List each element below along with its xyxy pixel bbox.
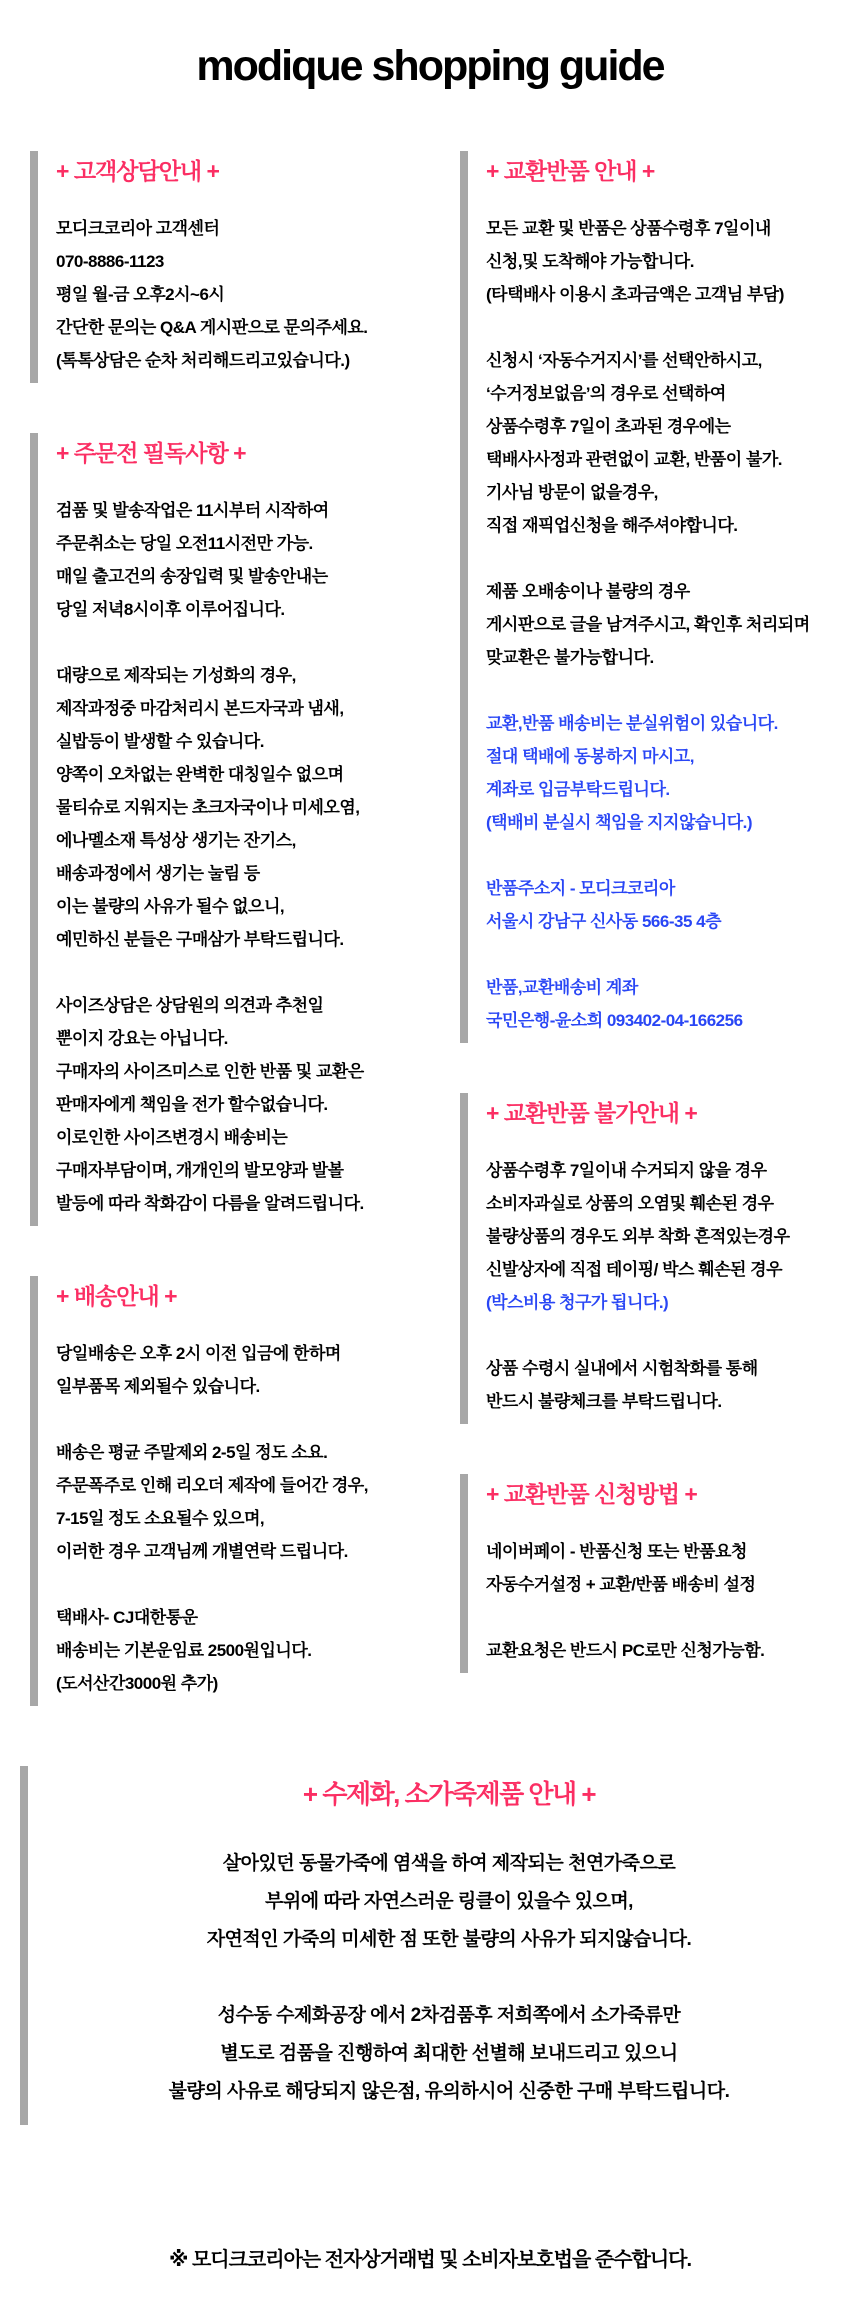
section-header-exchange-return-procedure: + 교환반품 신청방법 + [486, 1481, 697, 1507]
section-handmade-leather-notice [20, 1766, 852, 2125]
text-line: 당일 저녁8시이후 이루어집니다. [56, 600, 285, 619]
section-body-exchange-return-info [486, 212, 852, 1037]
text-line: 실밥등이 발생할 수 있습니다. [56, 732, 264, 751]
text-line: 소비자과실로 상품의 오염및 훼손된 경우 [486, 1194, 774, 1213]
text-line: 에나멜소재 특성상 생기는 잔기스, [56, 831, 296, 850]
text-line: 모든 교환 및 반품은 상품수령후 7일이내 [486, 219, 771, 238]
text-line: 불량의 사유로 해당되지 않은점, 유의하시어 신중한 구매 부탁드립니다. [168, 2081, 730, 2102]
text-line: 당일배송은 오후 2시 이전 입금에 한하며 [56, 1344, 341, 1363]
text-line: 대량으로 제작되는 기성화의 경우, [56, 666, 296, 685]
paragraph [486, 344, 852, 542]
text-line: 이는 불량의 사유가 될수 없으니, [56, 897, 285, 916]
paragraph [486, 575, 852, 674]
section-body-exchange-return-procedure [486, 1535, 852, 1667]
text-line: 평일 월-금 오후2시~6시 [56, 285, 225, 304]
section-header-customer-service: + 고객상담안내 + [56, 158, 219, 184]
text-line: 국민은행-윤소희 093402-04-166256 [486, 1011, 743, 1030]
text-line: 판매자에게 책임을 전가 할수없습니다. [56, 1095, 328, 1114]
paragraph [486, 872, 852, 938]
text-line: 배송비는 기본운임료 2500원입니다. [56, 1641, 312, 1660]
text-line: 구매자의 사이즈미스로 인한 반품 및 교환은 [56, 1062, 364, 1081]
text-line: 부위에 따라 자연스러운 링클이 있을수 있으며, [265, 1891, 633, 1912]
text-line: 반품주소지 - 모디크코리아 [486, 879, 675, 898]
text-line: 주문폭주로 인해 리오더 제작에 들어간 경우, [56, 1476, 368, 1495]
section-header-handmade-leather-notice: + 수제화, 소가죽제품 안내 + [302, 1779, 596, 1809]
paragraph [56, 1601, 422, 1700]
text-line: 제품 오배송이나 불량의 경우 [486, 582, 690, 601]
page-title: modique shopping guide [196, 42, 664, 90]
text-line: 자동수거설정 + 교환/반품 배송비 설정 [486, 1575, 756, 1594]
text-line: 택배사- CJ대한통운 [56, 1608, 198, 1627]
text-line: (톡톡상담은 순차 처리해드리고있습니다.) [56, 351, 350, 370]
text-line: 뿐이지 강요는 아닙니다. [56, 1029, 228, 1048]
text-line: 매일 출고건의 송장입력 및 발송안내는 [56, 567, 328, 586]
paragraph [486, 1352, 852, 1418]
text-line: 모디크코리아 고객센터 [56, 219, 220, 238]
section-header-exchange-return-restrictions: + 교환반품 불가안내 + [486, 1100, 697, 1126]
text-line: (박스비용 청구가 됩니다.) [486, 1293, 669, 1312]
text-line: 간단한 문의는 Q&A 게시판으로 문의주세요. [56, 318, 368, 337]
text-line: 주문취소는 당일 오전11시전만 가능. [56, 534, 313, 553]
text-line: 일부품목 제외될수 있습니다. [56, 1377, 260, 1396]
text-line: 상품수령후 7일이 초과된 경우에는 [486, 417, 731, 436]
paragraph [486, 971, 852, 1037]
section-header-pre-order-notice: + 주문전 필독사항 + [56, 440, 246, 466]
section-body-pre-order-notice [56, 494, 422, 1220]
section-customer-service [30, 151, 422, 383]
paragraph [486, 1634, 852, 1667]
text-line: 발등에 따라 착화감이 다름을 알려드립니다. [56, 1194, 364, 1213]
text-line: 물티슈로 지워지는 초크자국이나 미세오염, [56, 798, 360, 817]
paragraph [46, 1997, 852, 2111]
paragraph [486, 212, 852, 311]
section-body-customer-service [56, 212, 422, 377]
text-line: 택배사사정과 관련없이 교환, 반품이 불가. [486, 450, 783, 469]
paragraph [486, 1154, 852, 1319]
left-column [30, 151, 422, 1756]
section-body-shipping-info [56, 1337, 422, 1700]
text-line: 제작과정중 마감처리시 본드자국과 냄새, [56, 699, 344, 718]
text-line: 배송과정에서 생기는 눌림 등 [56, 864, 260, 883]
text-line: 절대 택배에 동봉하지 마시고, [486, 747, 694, 766]
right-column [460, 151, 852, 1756]
text-line: 신청시 ‘자동수거지시’를 선택안하시고, [486, 351, 762, 370]
text-line: 기사님 방문이 없을경우, [486, 483, 658, 502]
text-line: (택배비 분실시 책임을 지지않습니다.) [486, 813, 753, 832]
paragraph [56, 1436, 422, 1568]
text-line: 배송은 평균 주말제외 2-5일 정도 소요. [56, 1443, 328, 1462]
text-line: 불량상품의 경우도 외부 착화 흔적있는경우 [486, 1227, 790, 1246]
text-line: 서울시 강남구 신사동 566-35 4층 [486, 912, 722, 931]
text-line: 성수동 수제화공장 에서 2차검품후 저희쪽에서 소가죽류만 [217, 2005, 681, 2026]
text-line: 사이즈상담은 상담원의 의견과 추천일 [56, 996, 324, 1015]
text-line: 계좌로 입금부탁드립니다. [486, 780, 670, 799]
text-line: 반품,교환배송비 계좌 [486, 978, 638, 997]
text-line: 구매자부담이며, 개개인의 발모양과 발볼 [56, 1161, 344, 1180]
paragraph [56, 212, 422, 377]
two-column-layout [0, 151, 860, 1756]
text-line: 상품수령후 7일이내 수거되지 않을 경우 [486, 1161, 767, 1180]
text-line: (도서산간3000원 추가) [56, 1674, 218, 1693]
text-line: 별도로 검품을 진행하여 최대한 선별해 보내드리고 있으니 [220, 2043, 678, 2064]
text-line: 이로인한 사이즈변경시 배송비는 [56, 1128, 288, 1147]
legal-compliance-footer: ※ 모디크코리아는 전자상거래법 및 소비자보호법을 준수합니다. [168, 2249, 692, 2271]
text-line: (타택배사 이용시 초과금액은 고객님 부담) [486, 285, 784, 304]
paragraph [56, 494, 422, 626]
text-line: 살아있던 동물가죽에 염색을 하여 제작되는 천연가죽으로 [222, 1853, 676, 1874]
text-line: 반드시 불량체크를 부탁드립니다. [486, 1392, 722, 1411]
text-line: 교환요청은 반드시 PC로만 신청가능함. [486, 1641, 765, 1660]
text-line: 네이버페이 - 반품신청 또는 반품요청 [486, 1542, 747, 1561]
section-exchange-return-procedure [460, 1474, 852, 1673]
paragraph [486, 707, 852, 839]
paragraph [56, 659, 422, 956]
paragraph [46, 1845, 852, 1959]
paragraph [486, 1535, 852, 1601]
text-line: 이러한 경우 고객님께 개별연락 드립니다. [56, 1542, 348, 1561]
text-line: 자연적인 가죽의 미세한 점 또한 불량의 사유가 되지않습니다. [206, 1929, 692, 1950]
text-line: 7-15일 정도 소요될수 있으며, [56, 1509, 265, 1528]
section-body-handmade-leather-notice [46, 1845, 852, 2111]
section-exchange-return-info [460, 151, 852, 1043]
text-line: 맞교환은 불가능합니다. [486, 648, 654, 667]
text-line: ‘수거정보없음’의 경우로 선택하여 [486, 384, 726, 403]
text-line: 신청,및 도착해야 가능합니다. [486, 252, 694, 271]
section-pre-order-notice [30, 433, 422, 1226]
text-line: 검품 및 발송작업은 11시부터 시작하여 [56, 501, 329, 520]
text-line: 게시판으로 글을 남겨주시고, 확인후 처리되며 [486, 615, 810, 634]
section-header-exchange-return-info: + 교환반품 안내 + [486, 158, 655, 184]
text-line: 070-8886-1123 [56, 252, 164, 271]
section-shipping-info [30, 1276, 422, 1706]
text-line: 교환,반품 배송비는 분실위험이 있습니다. [486, 714, 778, 733]
text-line: 양쪽이 오차없는 완벽한 대칭일수 없으며 [56, 765, 344, 784]
text-line: 상품 수령시 실내에서 시험착화를 통해 [486, 1359, 758, 1378]
text-line: 직접 재픽업신청을 해주셔야합니다. [486, 516, 738, 535]
text-line: 예민하신 분들은 구매삼가 부탁드립니다. [56, 930, 344, 949]
paragraph [56, 1337, 422, 1403]
paragraph [56, 989, 422, 1220]
text-line: 신발상자에 직접 테이핑/ 박스 훼손된 경우 [486, 1260, 783, 1279]
section-exchange-return-restrictions [460, 1093, 852, 1424]
section-header-shipping-info: + 배송안내 + [56, 1283, 177, 1309]
section-body-exchange-return-restrictions [486, 1154, 852, 1418]
